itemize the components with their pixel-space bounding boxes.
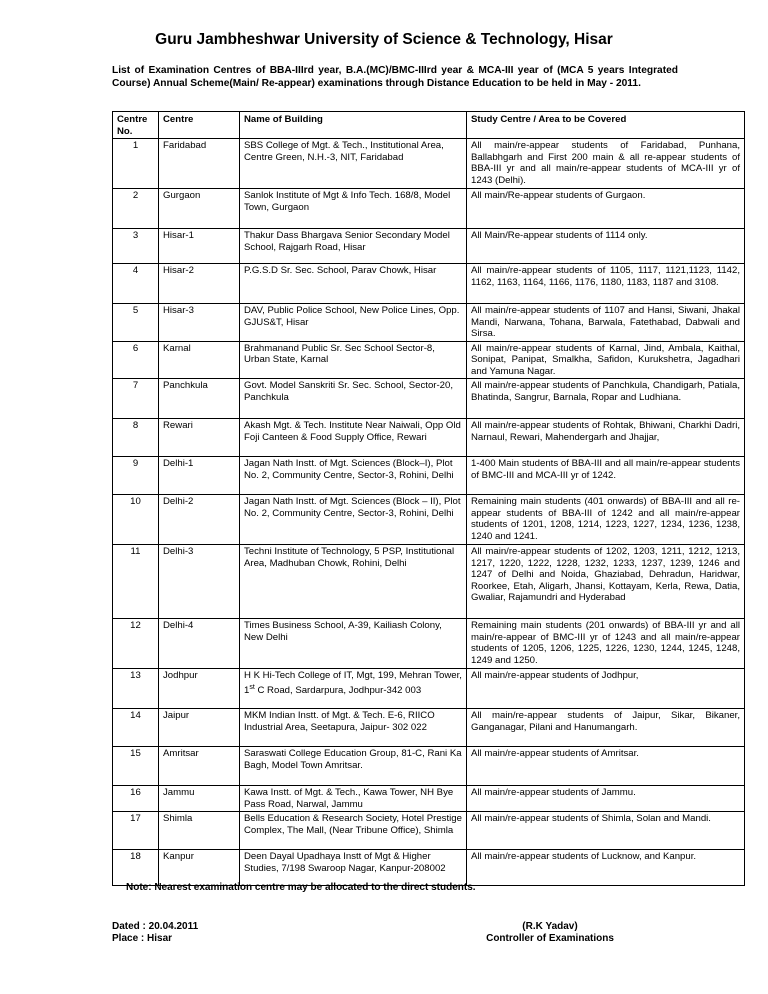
building-name: SBS College of Mgt. & Tech., Institutional Area, Centre Green, N.H.-3, NIT, Faridabad: [240, 139, 467, 189]
centre-no: 14: [113, 709, 159, 747]
intro-paragraph: List of Examination Centres of BBA-IIIrd year, B.A.(MC)/BMC-IIIrd year & MCA-III year of (MCA 5 years Integrated Course) Annual Scheme(Main/ Re-appear) examinations through Distance Education to be held in May - 2011.: [112, 65, 678, 89]
centre-no: 15: [113, 747, 159, 786]
centre-name: Panchkula: [159, 379, 240, 419]
centre-name: Shimla: [159, 812, 240, 850]
centre-no: 18: [113, 850, 159, 886]
building-name: MKM Indian Instt. of Mgt. & Tech. E-6, RIICO Industrial Area, Seetapura, Jaipur- 302 022: [240, 709, 467, 747]
area-covered: All main/re-appear students of 1202, 1203, 1211, 1212, 1213, 1217, 1220, 1222, 1228, 1232, 1233, 1237, 1239, 1246 and 1247 of Delhi and Noida, Ghaziabad, Dehradun, Haridwar, Roorkee, Etah, Aligarh, Jhansi, Kottayam, Kerla, Rewa, Datia, Gwaliar, Rajamundri and Hyderabad: [467, 545, 745, 619]
place-line: Place : Hisar: [112, 933, 173, 944]
table-row: [113, 189, 745, 229]
table-row: [113, 812, 745, 850]
building-name-superscript: st: [249, 683, 255, 691]
dated-line: Dated : 20.04.2011: [112, 921, 199, 932]
table-row: [113, 304, 745, 342]
area-covered: All main/Re-appear students of Gurgaon.: [467, 189, 745, 229]
building-name: Sanlok Institute of Mgt & Info Tech. 168/8, Model Town, Gurgaon: [240, 189, 467, 229]
centre-name: Delhi-3: [159, 545, 240, 619]
area-covered: All main/re-appear students of Lucknow, and Kanpur.: [467, 850, 745, 886]
building-name: Jagan Nath Instt. of Mgt. Sciences (Block – II), Plot No. 2, Community Centre, Sector-3, Rohini, Delhi: [240, 495, 467, 545]
note-text: Note: Nearest examination centre may be allocated to the direct students.: [126, 882, 476, 893]
building-name: Akash Mgt. & Tech. Institute Near Naiwali, Opp Old Foji Canteen & Food Supply Office, Rewari: [240, 419, 467, 457]
centre-no: 2: [113, 189, 159, 229]
area-covered: All main/re-appear students of Shimla, Solan and Mandi.: [467, 812, 745, 850]
area-covered: Remaining main students (401 onwards) of BBA-III and all re-appear students of BBA-III of 1242 and all main/re-appear students of 1201, 1208, 1214, 1223, 1227, 1234, 1236, 1238, 1240 and 1241.: [467, 495, 745, 545]
centre-name: Jodhpur: [159, 669, 240, 709]
table-row: [113, 457, 745, 495]
dated-place-block: [112, 921, 198, 945]
area-covered: All main/re-appear students of Jodhpur,: [467, 669, 745, 709]
header-centre-no: Centre No.: [113, 112, 159, 139]
table-row: [113, 747, 745, 786]
centre-no: 12: [113, 619, 159, 669]
building-name: Govt. Model Sanskriti Sr. Sec. School, Sector-20, Panchkula: [240, 379, 467, 419]
centre-no: 5: [113, 304, 159, 342]
centre-name: Delhi-4: [159, 619, 240, 669]
building-name: Brahmanand Public Sr. Sec School Sector-8, Urban State, Karnal: [240, 341, 467, 379]
building-name: P.G.S.D Sr. Sec. School, Parav Chowk, Hisar: [240, 264, 467, 304]
centre-name: Gurgaon: [159, 189, 240, 229]
centre-no: 11: [113, 545, 159, 619]
area-covered: All main/re-appear students of Jammu.: [467, 786, 745, 812]
table-row: [113, 264, 745, 304]
centre-name: Jaipur: [159, 709, 240, 747]
table-row: [113, 709, 745, 747]
area-covered: 1-400 Main students of BBA-III and all main/re-appear students of BMC-III and MCA-III yr of 1242.: [467, 457, 745, 495]
centre-no: 6: [113, 341, 159, 379]
table-row: [113, 669, 745, 709]
table-row: [113, 419, 745, 457]
centre-name: Hisar-1: [159, 229, 240, 264]
centre-name: Delhi-2: [159, 495, 240, 545]
area-covered: All main/re-appear students of Faridabad, Punhana, Ballabhgarh and First 200 main & all re-appear students of BBA-III yr and all main/re-appear students of MCA-III yr of 1243 (Delhi).: [467, 139, 745, 189]
area-covered: All main/re-appear students of Amritsar.: [467, 747, 745, 786]
table-row: [113, 619, 745, 669]
centre-no: 17: [113, 812, 159, 850]
building-name: Thakur Dass Bhargava Senior Secondary Model School, Rajgarh Road, Hisar: [240, 229, 467, 264]
table-row: [113, 229, 745, 264]
building-name: Kawa Instt. of Mgt. & Tech., Kawa Tower, NH Bye Pass Road, Narwal, Jammu: [240, 786, 467, 812]
table-row: [113, 545, 745, 619]
building-name: Saraswati College Education Group, 81-C, Rani Ka Bagh, Model Town Amritsar.: [240, 747, 467, 786]
centre-name: Faridabad: [159, 139, 240, 189]
building-name: DAV, Public Police School, New Police Lines, Opp. GJUS&T, Hisar: [240, 304, 467, 342]
area-covered: All main/re-appear students of 1105, 1117, 1121,1123, 1142, 1162, 1163, 1164, 1166, 1176, 1180, 1183, 1187 and 3108.: [467, 264, 745, 304]
page-title: Guru Jambheshwar University of Science & Technology, Hisar: [155, 31, 613, 48]
centre-no: 1: [113, 139, 159, 189]
centre-no: 8: [113, 419, 159, 457]
area-covered: All main/re-appear students of Rohtak, Bhiwani, Charkhi Dadri, Narnaul, Rewari, Mahendergarh and Jhajjar,: [467, 419, 745, 457]
building-name: Bells Education & Research Society, Hotel Prestige Complex, The Mall, (Near Tribune Office), Shimla: [240, 812, 467, 850]
building-name: Deen Dayal Upadhaya Instt of Mgt & Higher Studies, 7/198 Swaroop Nagar, Kanpur-208002: [240, 850, 467, 886]
examination-centres-table: [112, 111, 745, 886]
table-row: [113, 341, 745, 379]
centre-name: Hisar-3: [159, 304, 240, 342]
centre-no: 4: [113, 264, 159, 304]
header-centre: Centre: [159, 112, 240, 139]
centre-name: Kanpur: [159, 850, 240, 886]
table-row: [113, 850, 745, 886]
centre-name: Delhi-1: [159, 457, 240, 495]
table-row: [113, 495, 745, 545]
header-study-centre: Study Centre / Area to be Covered: [467, 112, 745, 139]
centre-no: 10: [113, 495, 159, 545]
building-name-part: H K Hi-Tech College of IT, Mgt, 199, Mehran Tower, 1: [244, 670, 462, 696]
centre-name: Karnal: [159, 341, 240, 379]
centre-name: Amritsar: [159, 747, 240, 786]
centre-name: Jammu: [159, 786, 240, 812]
building-name: Jagan Nath Instt. of Mgt. Sciences (Block–I), Plot No. 2, Community Centre, Sector-3, Rohini, Delhi: [240, 457, 467, 495]
building-name: [240, 669, 467, 709]
header-building: Name of Building: [240, 112, 467, 139]
building-name-part: C Road, Sardarpura, Jodhpur-342 003: [254, 684, 422, 696]
signatory-designation: Controller of Examinations: [486, 933, 614, 944]
area-covered: Remaining main students (201 onwards) of BBA-III yr and all main/re-appear of BMC-III yr of 1243 and all main/re-appear students of 1205, 1206, 1225, 1226, 1230, 1244, 1245, 1248, 1249 and 1250.: [467, 619, 745, 669]
table-header-row: [113, 112, 745, 139]
table-row: [113, 379, 745, 419]
table-row: [113, 786, 745, 812]
centre-name: Hisar-2: [159, 264, 240, 304]
centre-no: 3: [113, 229, 159, 264]
building-name: Times Business School, A-39, Kailiash Colony, New Delhi: [240, 619, 467, 669]
centre-no: 9: [113, 457, 159, 495]
area-covered: All Main/Re-appear students of 1114 only.: [467, 229, 745, 264]
area-covered: All main/re-appear students of Panchkula, Chandigarh, Patiala, Bhatinda, Sangrur, Barnala, Ropar and Ludhiana.: [467, 379, 745, 419]
area-covered: All main/re-appear students of 1107 and Hansi, Siwani, Jhakal Mandi, Narwana, Tohana, Barwala, Fatethabad, Dabwali and Sirsa.: [467, 304, 745, 342]
signatory-name: (R.K Yadav): [522, 921, 578, 932]
building-name: Techni Institute of Technology, 5 PSP, Institutional Area, Madhuban Chowk, Rohini, Delhi: [240, 545, 467, 619]
centre-name: Rewari: [159, 419, 240, 457]
signature-block: [480, 921, 620, 945]
centre-no: 16: [113, 786, 159, 812]
table-row: [113, 139, 745, 189]
centre-no: 13: [113, 669, 159, 709]
centre-no: 7: [113, 379, 159, 419]
area-covered: All main/re-appear students of Jaipur, Sikar, Bikaner, Ganganagar, Pilani and Hanumangarh.: [467, 709, 745, 747]
area-covered: All main/re-appear students of Karnal, Jind, Ambala, Kaithal, Sonipat, Panipat, Smalkha, Safidon, Kurukshetra, Jagadhari and Yamuna Nagar.: [467, 341, 745, 379]
